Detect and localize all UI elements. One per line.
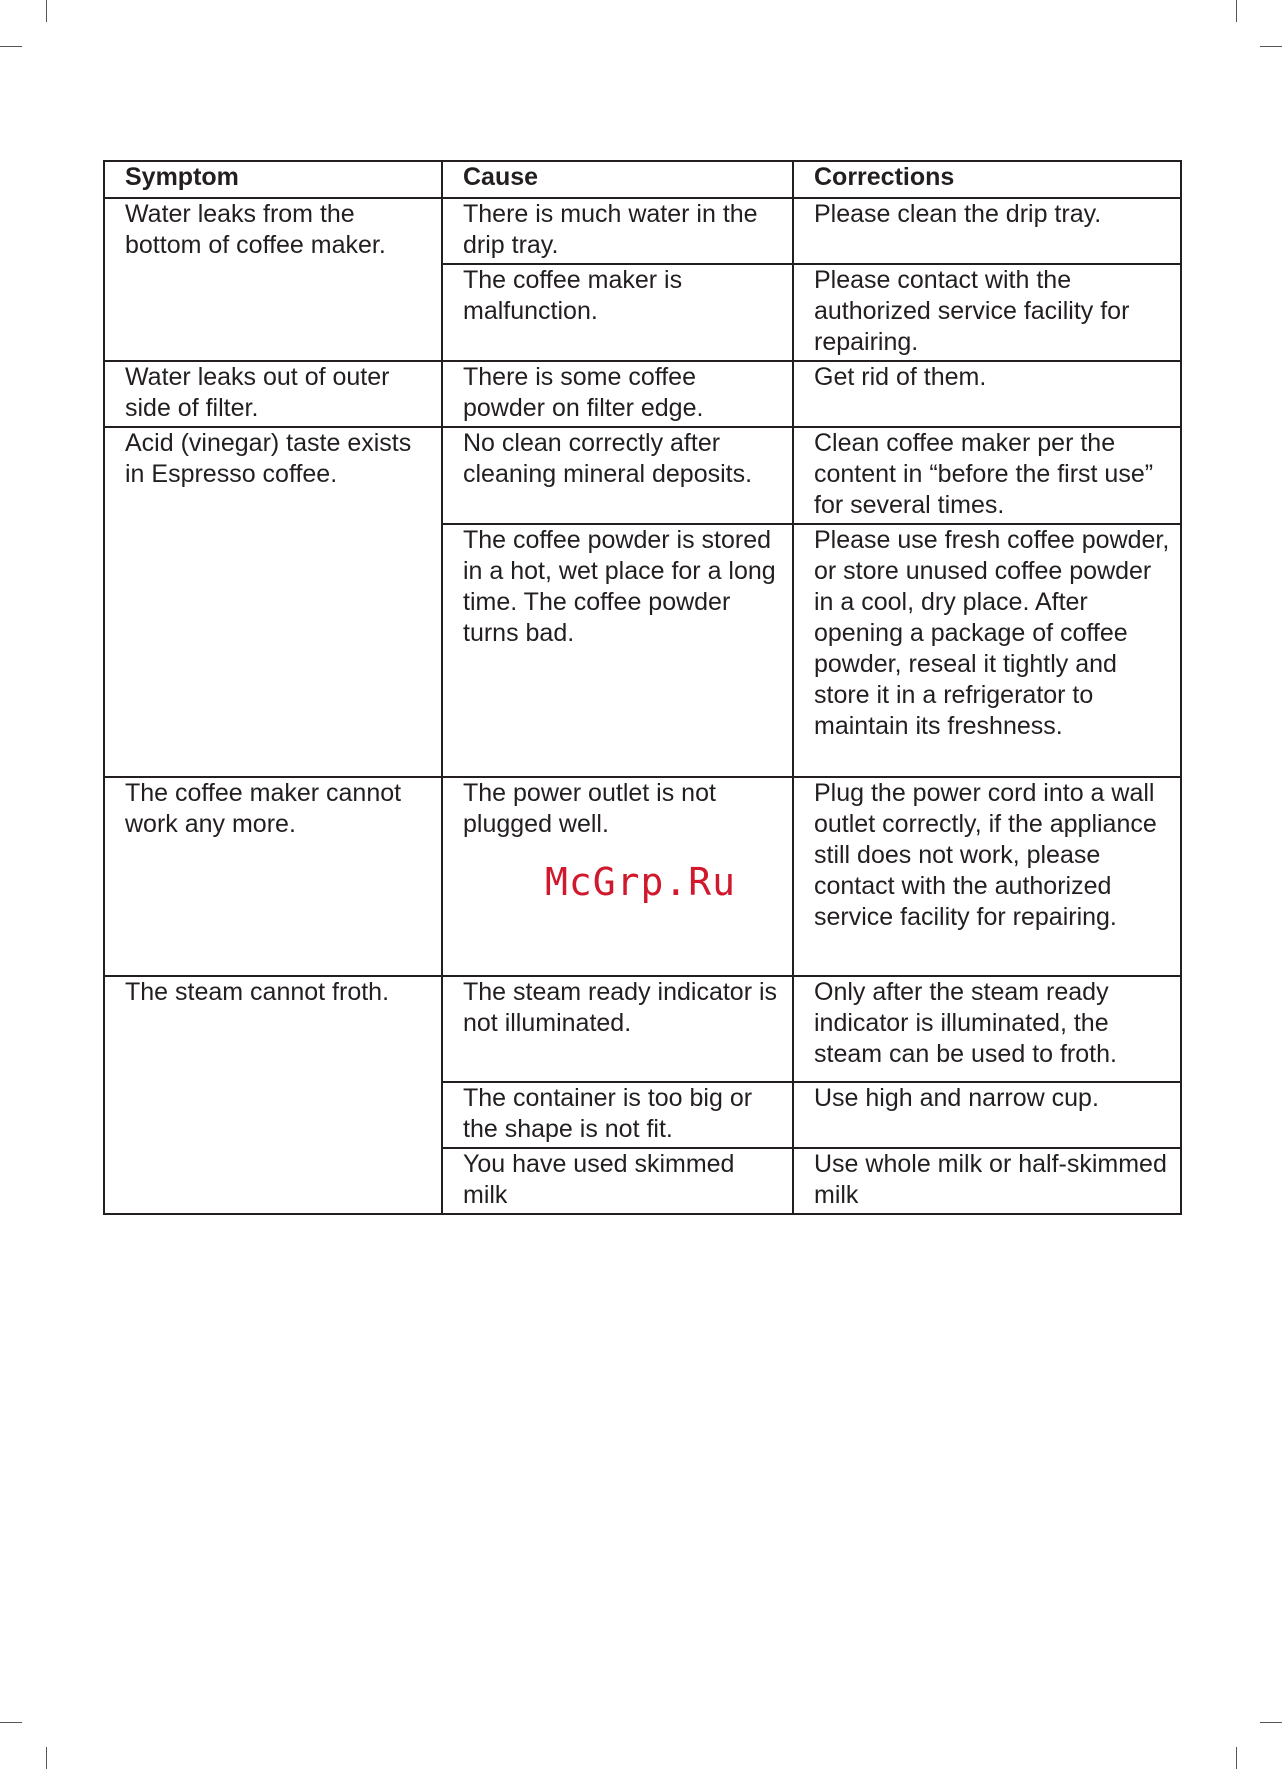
crop-mark	[1260, 46, 1282, 47]
symptom-cell: The steam cannot froth.	[104, 976, 442, 1214]
crop-mark	[0, 46, 22, 47]
correction-cell: Use high and narrow cup.	[793, 1082, 1181, 1148]
cause-cell: You have used skimmed milk	[442, 1148, 793, 1214]
correction-cell: Use whole milk or half-skimmed milk	[793, 1148, 1181, 1214]
crop-mark	[46, 0, 47, 22]
header-corrections: Corrections	[793, 161, 1181, 198]
troubleshooting-table	[103, 160, 1182, 1215]
crop-mark	[1236, 0, 1237, 22]
correction-cell: Get rid of them.	[793, 361, 1181, 427]
table-row	[104, 361, 1181, 427]
correction-cell: Please clean the drip tray.	[793, 198, 1181, 264]
table-row	[104, 427, 1181, 524]
cause-cell: The coffee maker is malfunction.	[442, 264, 793, 361]
cause-cell: The power outlet is not plugged well.	[442, 777, 793, 976]
header-cause: Cause	[442, 161, 793, 198]
table-row	[104, 976, 1181, 1082]
watermark: McGrp.Ru	[545, 860, 737, 904]
correction-cell: Plug the power cord into a wall outlet correctly, if the appliance still does not work, please contact with the authorized service facility for repairing.	[793, 777, 1181, 976]
symptom-cell: Water leaks from the bottom of coffee maker.	[104, 198, 442, 361]
cause-cell: There is much water in the drip tray.	[442, 198, 793, 264]
cause-cell: The coffee powder is stored in a hot, wet place for a long time. The coffee powder turns bad.	[442, 524, 793, 777]
symptom-cell: Water leaks out of outer side of filter.	[104, 361, 442, 427]
cause-cell: No clean correctly after cleaning mineral deposits.	[442, 427, 793, 524]
symptom-cell: Acid (vinegar) taste exists in Espresso coffee.	[104, 427, 442, 777]
crop-mark	[1260, 1722, 1282, 1723]
cause-cell: There is some coffee powder on filter edge.	[442, 361, 793, 427]
correction-cell: Only after the steam ready indicator is illuminated, the steam can be used to froth.	[793, 976, 1181, 1082]
correction-cell: Please contact with the authorized service facility for repairing.	[793, 264, 1181, 361]
cause-cell: The container is too big or the shape is not fit.	[442, 1082, 793, 1148]
cause-cell: The steam ready indicator is not illuminated.	[442, 976, 793, 1082]
crop-mark	[46, 1747, 47, 1769]
header-symptom: Symptom	[104, 161, 442, 198]
crop-mark	[1236, 1747, 1237, 1769]
crop-mark	[0, 1722, 22, 1723]
table-header-row	[104, 161, 1181, 198]
correction-cell: Clean coffee maker per the content in “before the first use” for several times.	[793, 427, 1181, 524]
table-row	[104, 198, 1181, 264]
correction-cell: Please use fresh coffee powder, or store unused coffee powder in a cool, dry place. After opening a package of coffee powder, reseal it tightly and store it in a refrigerator to maintain its freshness.	[793, 524, 1181, 777]
symptom-cell: The coffee maker cannot work any more.	[104, 777, 442, 976]
